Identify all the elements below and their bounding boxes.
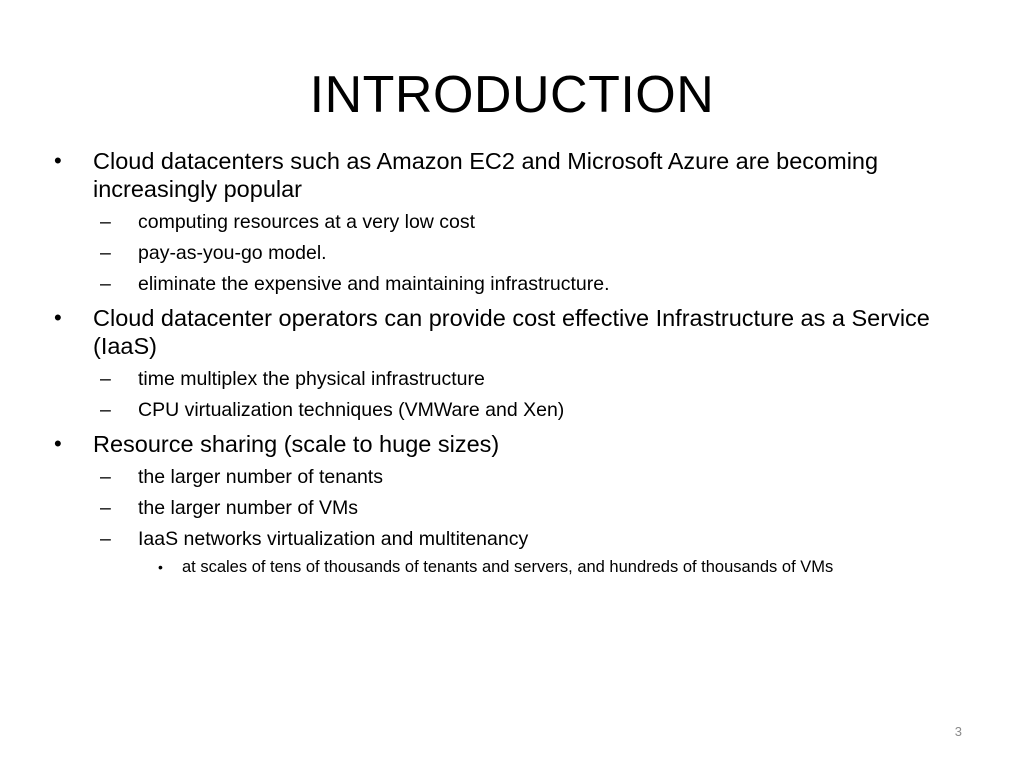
sub-bullet-item (52, 398, 972, 422)
sub-bullet-item (52, 496, 972, 520)
bullet-item (52, 304, 972, 360)
dash-icon: – (100, 242, 111, 264)
sub-bullet-text: time multiplex the physical infrastructure (138, 368, 485, 390)
bullet-item (52, 147, 972, 203)
page-number: 3 (954, 724, 962, 739)
sub-bullet-item (52, 465, 972, 489)
sub-bullet-text: the larger number of VMs (138, 497, 359, 519)
bullet-item (52, 430, 972, 458)
sub-bullet-text: computing resources at a very low cost (138, 211, 476, 233)
bullet-text: Cloud datacenters such as Amazon EC2 and Microsoft Azure are becoming increasingly popular (93, 148, 879, 202)
dash-icon: – (100, 497, 111, 519)
sub-bullet-item (52, 210, 972, 234)
sub-bullet-item (52, 367, 972, 391)
sub-bullet-text: pay-as-you-go model. (138, 242, 327, 264)
sub-bullet-item (52, 527, 972, 551)
dash-icon: – (100, 368, 111, 390)
sub-sub-bullet-text: at scales of tens of thousands of tenants and servers, and hundreds of thousands of VMs (182, 558, 834, 576)
sub-bullet-item (52, 272, 972, 296)
dash-icon: – (100, 211, 111, 233)
sub-bullet-text: IaaS networks virtualization and multitenancy (138, 528, 529, 550)
dash-icon: – (100, 273, 111, 295)
bullet-dot-icon: • (54, 431, 62, 456)
small-dot-icon: • (158, 559, 163, 575)
slide-content (52, 144, 972, 577)
bullet-dot-icon: • (54, 148, 62, 173)
dash-icon: – (100, 399, 111, 421)
sub-bullet-text: CPU virtualization techniques (VMWare and Xen) (138, 399, 565, 421)
dash-icon: – (100, 466, 111, 488)
slide-title: INTRODUCTION (309, 66, 715, 124)
dash-icon: – (100, 528, 111, 550)
sub-bullet-text: the larger number of tenants (138, 466, 383, 488)
sub-bullet-text: eliminate the expensive and maintaining infrastructure. (138, 273, 610, 295)
sub-sub-bullet-item (52, 557, 972, 577)
sub-bullet-item (52, 241, 972, 265)
bullet-text: Resource sharing (scale to huge sizes) (93, 431, 500, 457)
bullet-text: Cloud datacenter operators can provide cost effective Infrastructure as a Service (IaaS) (93, 305, 930, 359)
bullet-dot-icon: • (54, 305, 62, 330)
